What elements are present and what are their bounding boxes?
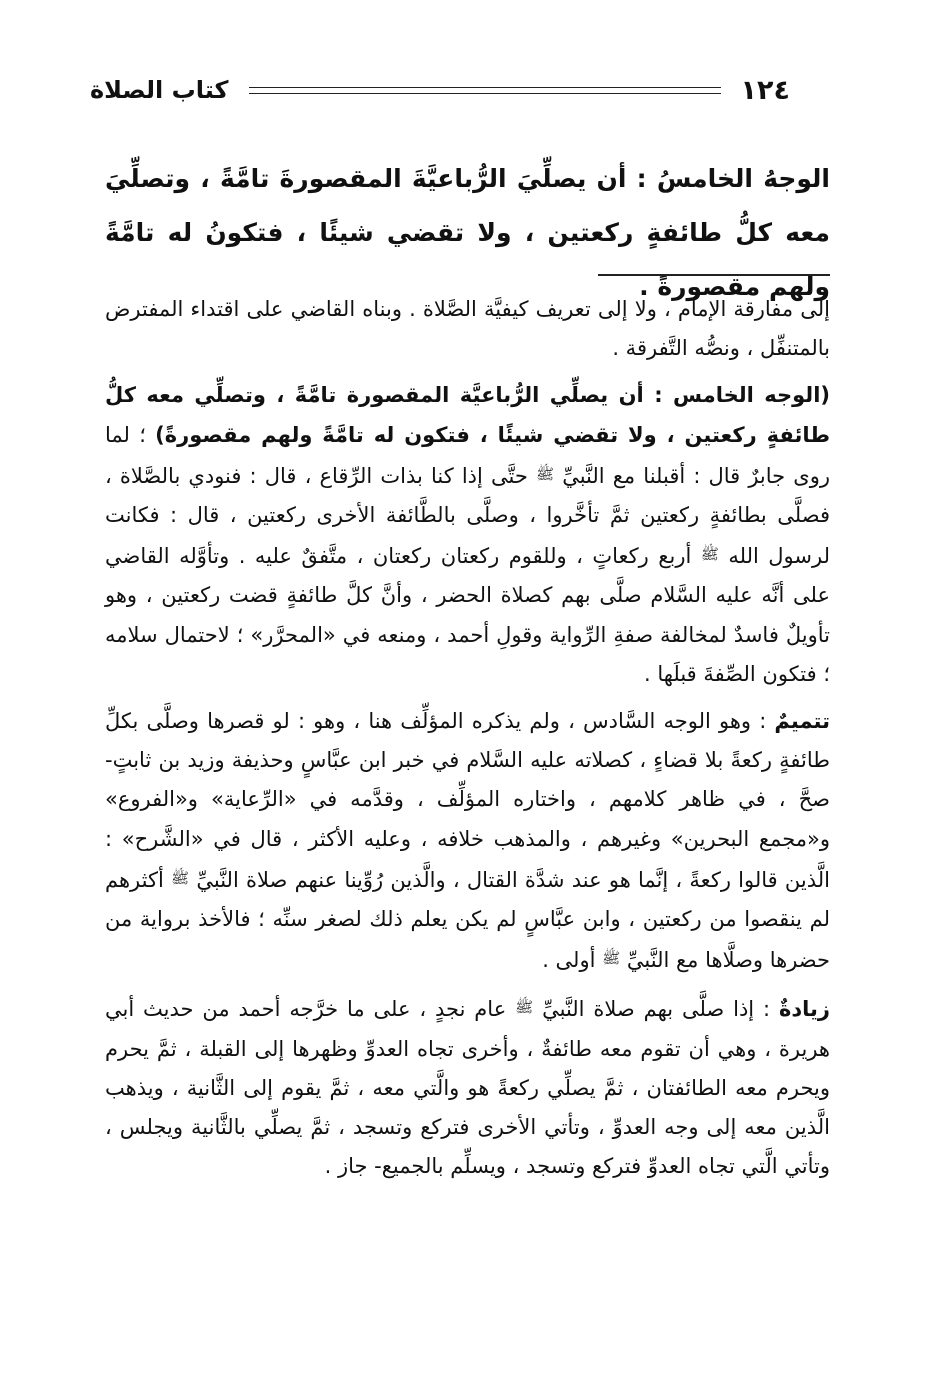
salutation-glyph: ﷺ [515,998,534,1017]
page-number: ١٢٤ [740,74,790,106]
commentary-text: أولى . [542,948,603,973]
commentary-paragraph-4 [105,988,830,1186]
salutation-glyph: ﷺ [602,949,621,968]
salutation-glyph: ﷺ [700,545,719,564]
commentary-text: أكثرهم لم ينقصوا من ركعتين ، وابن عبَّاسٍ لم يكن يعلم ذلك لصغر سنِّه ؛ فالأخذ برواية من حضرها وصلَّاها مع النَّبيِّ [105,867,830,973]
commentary-text: : إذا صلَّى بهم صلاة النَّبيِّ [533,997,779,1022]
commentary-paragraph-2 [105,376,830,694]
page-header [90,70,790,110]
matn-text: الوجهُ الخامسُ : أن يصلِّيَ الرُّباعيَّةَ المقصورةَ تامَّةً ، وتصلِّيَ معه كلُّ طائفةٍ ركعتين ، ولا تقضي شيئًا ، فتكونُ له تامَّةً ولهم مقصورةً . [105,164,830,301]
quoted-matn: (الوجه الخامس : أن يصلِّي الرُّباعيَّة المقصورة تامَّةً ، وتصلِّي معه كلُّ طائفةٍ ركعتين ، ولا تقضي شيئًا ، فتكون له تامَّةً ولهم مقصورةً) [105,383,830,447]
commentary-text: ؛ لما روى جابرٌ قال : أقبلنا مع النَّبيِّ [105,422,830,488]
commentary-text: عام نجدٍ ، على ما خرَّجه أحمد من حديث أبي هريرة ، وهي أن تقوم معه طائفةٌ ، وأخرى تجاه العدوِّ وظهرها إلى القبلة ، ثمَّ يحرم ويحرم معه الطائفتان ، ثمَّ يصلِّي ركعةً هو والَّتي معه ، ثمَّ يقوم إلى الثَّانية ، ويذهب الَّذين معه إلى وجه العدوِّ ، وتأتي الأخرى فتركع وتسجد ، ثمَّ يصلِّي بالثَّانية ويجلس ، وتأتي الَّتي تجاه العدوِّ فتركع وتسجد ، ويسلِّم بالجميع- جاز . [105,997,830,1179]
commentary-paragraph-1: إلى مفارقة الإمام ، ولا إلى تعريف كيفيَّة الصَّلاة . وبناه القاضي على اقتداء المفترض بالمتنفِّل ، ونصُّه التَّفرقة . [105,297,830,361]
commentary-paragraph-3 [105,702,830,980]
salutation-glyph: ﷺ [171,868,190,887]
header-rule [249,87,721,94]
salutation-glyph: ﷺ [535,464,555,483]
commentary-text: : وهو الوجه السَّادس ، ولم يذكره المؤلِّف هنا ، وهو : لو قصرها وصلَّى بكلِّ طائفةٍ ركعةً بلا قضاءٍ ، كصلاته عليه السَّلام في خبر ابن عبَّاسٍ وحذيفة وزيد بن ثابتٍ- صحَّ ، في ظاهر كلامهم ، واختاره المؤلِّف ، وقدَّمه في «الرِّعاية» و«الفروع» و«مجمع البحرين» وغيرهم ، والمذهب خلافه ، وعليه الأكثر ، قال في «الشَّرح» : الَّذين قالوا ركعةً ، إنَّما هو عند شدَّة القتال ، والَّذين رُوِّينا عنهم صلاة النَّبيِّ [105,709,830,892]
commentary [105,290,830,1192]
section-heading-ziyada: زيادةٌ [778,997,830,1022]
separator-rule [598,274,830,276]
book-title: كتاب الصلاة [90,76,229,104]
commentary-text: أربع ركعاتٍ ، وللقوم ركعتان ركعتان ، متَّفقٌ عليه . وتأوَّله القاضي على أنَّه عليه السَّلام صلَّى بهم كصلاة الحضر ، وأنَّ كلَّ طائفةٍ قضت ركعتين ، وهو تأويلٌ فاسدٌ لمخالفة صفةِ الرِّواية وقولِ أحمد ، ومنعه في «المحرَّر» ؛ لاحتمال سلامه ؛ فتكون الصِّفةَ قبلَها . [105,544,830,686]
commentary-text: حتَّى إذا كنا بذات الرِّقاع ، قال : فنودي بالصَّلاة ، فصلَّى بطائفةٍ ركعتين ثمَّ تأخَّروا ، وصلَّى بالطَّائفة الأخرى ركعتين ، قال : فكانت لرسول الله [105,463,830,569]
section-heading-tatmim: تتميمٌ [774,709,830,734]
